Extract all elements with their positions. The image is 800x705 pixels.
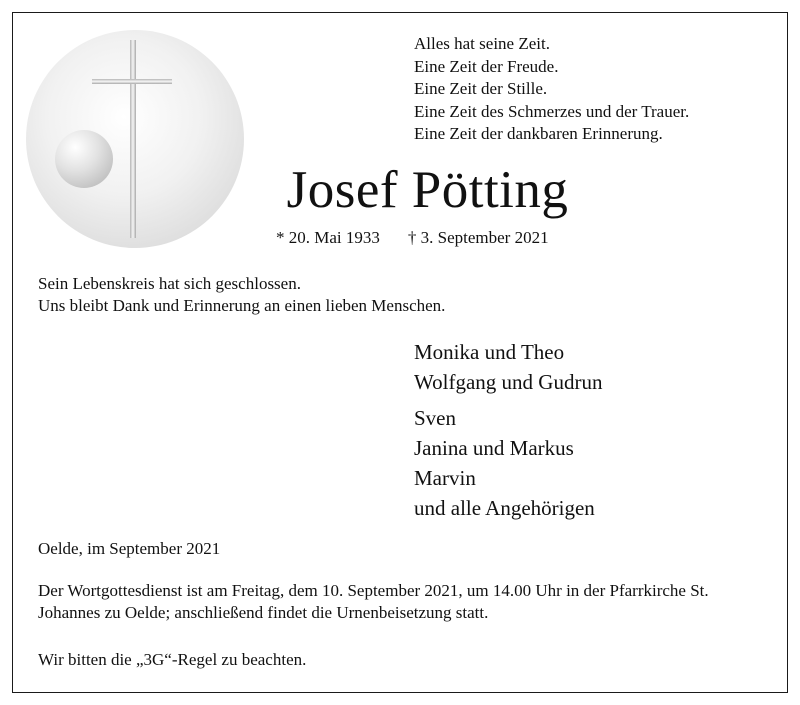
poem-line: Eine Zeit der Stille.	[414, 79, 548, 98]
mourner-name: Sven	[414, 406, 456, 430]
mourner-name: Wolfgang und Gudrun	[414, 370, 603, 394]
life-dates	[276, 228, 549, 248]
poem-line: Eine Zeit des Schmerzes und der Trauer.	[414, 101, 690, 121]
closing-words	[38, 273, 445, 317]
poem	[414, 33, 689, 146]
place-and-date: Oelde, im September 2021	[38, 539, 221, 558]
birth-date: * 20. Mai 1933	[276, 228, 380, 247]
deceased-name: Josef Pötting	[286, 161, 569, 219]
rule-notice: Wir bitten die „3G“-Regel zu beachten.	[38, 650, 307, 669]
poem-line: Eine Zeit der dankbaren Erinnerung.	[414, 124, 663, 143]
closing-line: Sein Lebenskreis hat sich geschlossen.	[38, 274, 301, 293]
service-announcement: Der Wortgottesdienst ist am Freitag, dem 10. September 2021, um 14.00 Uhr in der Pfarrkirche St. Johannes zu Oelde; anschließend findet die Urnenbeisetzung statt.	[38, 581, 709, 622]
cross-horizontal-beam	[92, 79, 172, 84]
poem-line: Eine Zeit der Freude.	[414, 56, 559, 76]
mourner-name: und alle Angehörigen	[414, 496, 595, 520]
mourner-name: Marvin	[414, 466, 476, 490]
closing-line: Uns bleibt Dank und Erinnerung an einen lieben Menschen.	[38, 296, 446, 315]
mourner-name: Janina und Markus	[414, 436, 574, 460]
death-date: † 3. September 2021	[407, 228, 549, 247]
poem-line: Alles hat seine Zeit.	[414, 34, 550, 53]
mourners-list	[414, 337, 602, 523]
mourner-name: Monika und Theo	[414, 340, 565, 364]
